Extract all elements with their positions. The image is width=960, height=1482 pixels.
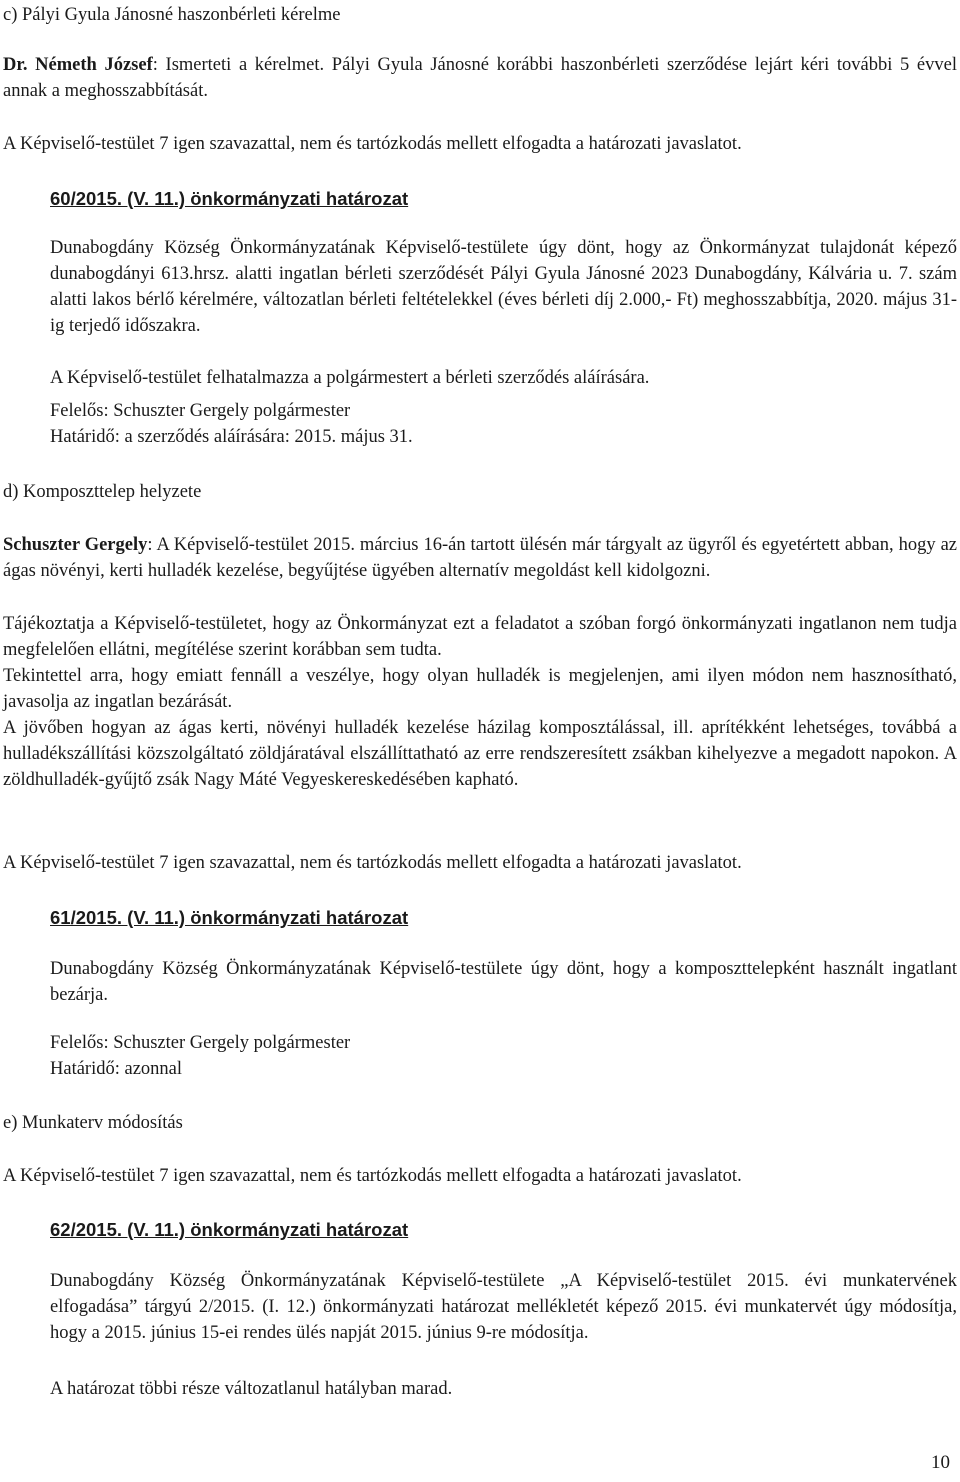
speaker-name: Dr. Németh József: [3, 55, 153, 75]
section-e-title: e) Munkaterv módosítás: [3, 1113, 183, 1133]
section-d-para4: A jövőben hogyan az ágas kerti, növényi hulladék kezelése házilag komposztálással, ill. aprítékként lehetséges, továbbá a hulladékszállítási közszolgáltató zöldjáratával elszállíttatható az erre rendszeresített zsákban kihelyezve a megadott napokon. A zöldhulladék-gyűjtő zsák Nagy Máté Vegyeskereskedésében kapható.: [3, 718, 957, 790]
resolution-61-deadline: Határidő: azonnal: [50, 1059, 183, 1079]
resolution-60-responsible: Felelős: Schuszter Gergely polgármester: [50, 401, 351, 421]
section-d-para3: Tekintettel arra, hogy emiatt fennáll a veszélye, hogy olyan hulladék is megjelenjen, ami ilyen módon nem hasznosítható, javasolja az ingatlan bezárását.: [3, 666, 957, 712]
resolution-60-text2: A Képviselő-testület felhatalmazza a polgármestert a bérleti szerződés aláírására.: [50, 368, 650, 388]
resolution-60-title: 60/2015. (V. 11.) önkormányzati határozat: [50, 188, 409, 209]
resolution-61-text: Dunabogdány Község Önkormányzatának Képviselő-testülete úgy dönt, hogy a komposzttelepként használt ingatlant bezárja.: [50, 959, 957, 1005]
section-e-vote: A Képviselő-testület 7 igen szavazattal, nem és tartózkodás mellett elfogadta a határozati javaslatot.: [3, 1166, 742, 1186]
section-c-vote: A Képviselő-testület 7 igen szavazattal, nem és tartózkodás mellett elfogadta a határozati javaslatot.: [3, 134, 742, 154]
resolution-61-title: 61/2015. (V. 11.) önkormányzati határozat: [50, 907, 409, 928]
resolution-60-deadline: Határidő: a szerződés aláírására: 2015. május 31.: [50, 427, 413, 447]
section-c-speaker-paragraph: [3, 52, 957, 104]
resolution-62-text2: A határozat többi része változatlanul hatályban marad.: [50, 1379, 453, 1399]
speaker-name: Schuszter Gergely: [3, 535, 148, 555]
section-c-title: c) Pályi Gyula Jánosné haszonbérleti kérelme: [3, 5, 341, 25]
page-number: 10: [931, 1452, 950, 1473]
resolution-62-text: Dunabogdány Község Önkormányzatának Képviselő-testülete „A Képviselő-testület 2015. évi munkatervének elfogadása” tárgyú 2/2015. (I. 12.) önkormányzati határozat mellékletét képező 2015. évi munkatervét úgy módosítja, hogy a 2015. június 15-ei rendes ülés napját 2015. június 9-re módosítja.: [50, 1271, 957, 1343]
section-d-para2: Tájékoztatja a Képviselő-testületet, hogy az Önkormányzat ezt a feladatot a szóban forgó önkormányzati ingatlanon nem tudja megfelelően ellátni, megítélése szerint korábban sem tudta.: [3, 614, 957, 660]
resolution-60-text: Dunabogdány Község Önkormányzatának Képviselő-testülete úgy dönt, hogy az Önkormányzat tulajdonát képező dunabogdányi 613.hrsz. alatti ingatlan bérleti szerződését Pályi Gyula Jánosné 2023 Dunabogdány, Kálvária u. 7. szám alatti lakos bérlő kérelmére, változatlan bérleti feltételekkel (éves bérleti díj 2.000,- Ft) meghosszabbítja, 2020. május 31-ig terjedő időszakra.: [50, 238, 957, 336]
section-d-vote: A Képviselő-testület 7 igen szavazattal, nem és tartózkodás mellett elfogadta a határozati javaslatot.: [3, 853, 742, 873]
resolution-62-title: 62/2015. (V. 11.) önkormányzati határozat: [50, 1219, 409, 1240]
resolution-61-responsible: Felelős: Schuszter Gergely polgármester: [50, 1033, 351, 1053]
speaker-text: : A Képviselő-testület 2015. március 16-án tartott ülésén már tárgyalt az ügyről és egyetértett abban, hogy az ágas növényi, kerti hulladék kezelése, begyűjtése ügyében alternatív megoldást kell kidolgozni.: [3, 535, 957, 581]
speaker-text: : Ismerteti a kérelmet. Pályi Gyula Jánosné korábbi haszonbérleti szerződése lejárt kéri további 5 évvel annak a meghosszabbítását.: [3, 55, 957, 101]
section-d-speaker-paragraph: [3, 532, 957, 584]
section-d-title: d) Komposzttelep helyzete: [3, 482, 202, 502]
